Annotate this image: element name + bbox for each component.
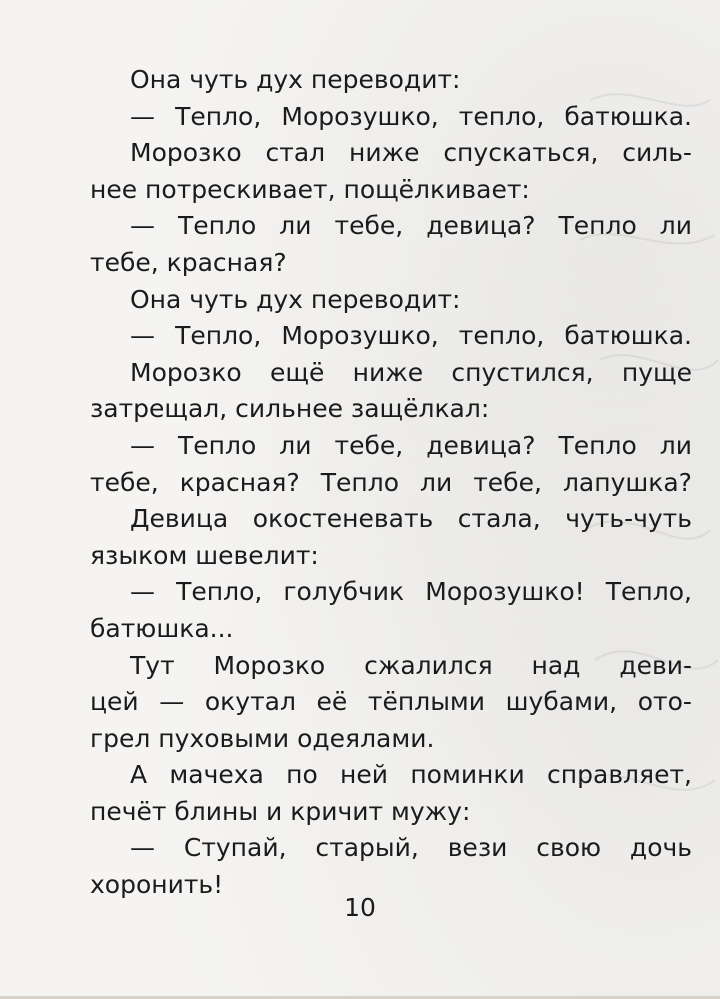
text-line: — Ступай, старый, вези свою дочь xyxy=(130,833,692,863)
text-line: Девица окостеневать стала, чуть-чуть xyxy=(130,504,692,534)
text-line: — Тепло ли тебе, девица? Тепло ли xyxy=(130,430,692,460)
text-line: языком шевелит: xyxy=(90,540,319,570)
text-line: Тут Морозко сжалился над деви- xyxy=(130,650,692,680)
text-line: нее потрескивает, пощёлкивает: xyxy=(90,174,530,204)
story-text xyxy=(90,62,692,904)
text-line: цей — окутал её тёплыми шубами, ото- xyxy=(90,687,692,717)
text-line: грел пуховыми одеялами. xyxy=(90,723,435,753)
text-line: хоронить! xyxy=(90,870,224,900)
text-line: — Тепло, Морозушко, тепло, батюшка. xyxy=(130,321,692,351)
text-line: батюшка... xyxy=(90,613,234,643)
text-line: Морозко ещё ниже спустился, пуще xyxy=(130,357,692,387)
text-line: затрещал, сильнее защёлкал: xyxy=(90,394,490,424)
text-line: печёт блины и кричит мужу: xyxy=(90,796,471,826)
text-line: тебе, красная? Тепло ли тебе, лапушка? xyxy=(90,467,692,497)
text-line: А мачеха по ней поминки справляет, xyxy=(130,760,692,790)
text-line: — Тепло ли тебе, девица? Тепло ли xyxy=(130,211,692,241)
page-number: 10 xyxy=(344,893,376,922)
text-line: тебе, красная? xyxy=(90,247,287,277)
text-line: Она чуть дух переводит: xyxy=(130,284,461,314)
text-line: — Тепло, Морозушко, тепло, батюшка. xyxy=(130,101,692,131)
text-line: Она чуть дух переводит: xyxy=(130,65,461,94)
text-line: Морозко стал ниже спускаться, силь- xyxy=(130,138,692,168)
text-line: — Тепло, голубчик Морозушко! Тепло, xyxy=(130,577,692,607)
